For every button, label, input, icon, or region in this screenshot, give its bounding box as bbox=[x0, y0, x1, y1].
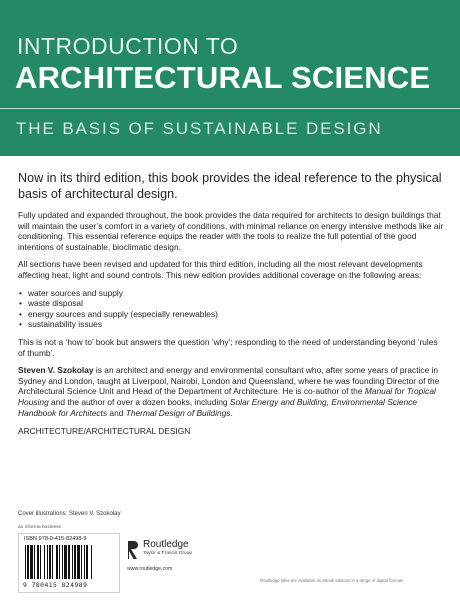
book-title-3: Thermal Design of Buildings bbox=[125, 407, 231, 418]
publisher-website[interactable]: www.routledge.com bbox=[127, 566, 173, 572]
isbn-label: ISBN 978-0-415-82498-9 bbox=[24, 536, 87, 542]
publisher-name: Routledge bbox=[143, 539, 189, 550]
barcode-bar bbox=[84, 545, 85, 579]
list-item-text: waste disposal bbox=[28, 298, 83, 309]
list-item bbox=[18, 319, 446, 330]
title-line-2: ARCHITECTURAL SCIENCE bbox=[15, 60, 431, 95]
author-bio bbox=[18, 365, 446, 418]
subject-category: ARCHITECTURE/ARCHITECTURAL DESIGN bbox=[18, 426, 191, 437]
bullet-icon: • bbox=[19, 298, 22, 309]
cover-header bbox=[0, 0, 460, 156]
publisher-group: Taylor & Francis Group bbox=[143, 551, 193, 556]
barcode-bar bbox=[74, 545, 76, 579]
list-item bbox=[18, 288, 446, 299]
paragraph-3: This is not a ‘how to’ book but answers the question ‘why’; responding to the need of understanding beyond ‘rules of thumb’. bbox=[18, 336, 438, 358]
barcode-icon bbox=[24, 545, 114, 579]
barcode-bar bbox=[68, 545, 70, 579]
coverage-list bbox=[18, 288, 446, 330]
author-bio-text-a: is an architect and energy and environmental consultant who, after some years of practice in Sydney and London, taught at Liverpool, Nairobi, London and Queensland, where he was founding Director of the Architectural Science Unit and Head of the Department of Architecture. He is co-author of the bbox=[18, 365, 440, 397]
bullet-icon: • bbox=[19, 319, 22, 330]
paragraph-1: Fully updated and expanded throughout, the book provides the data required for architects to design buildings that will maintain the user’s comfort in a variety of conditions, with minimal reliance on energy intensive methods like air conditioning. This essential reference equips the reader with the tools to realize the full potential of the good intentions of sustainable, bioclimatic design. bbox=[18, 210, 444, 252]
barcode-bar bbox=[91, 545, 92, 579]
blurb bbox=[18, 170, 446, 437]
barcode-bar bbox=[37, 545, 39, 579]
list-item-text: energy sources and supply (especially renewables) bbox=[28, 308, 218, 319]
author-name: Steven V. Szokolay bbox=[18, 365, 94, 376]
barcode-bar bbox=[81, 545, 82, 579]
barcode-bar bbox=[62, 545, 63, 579]
bullet-icon: • bbox=[19, 287, 22, 298]
list-item-text: sustainability issues bbox=[28, 319, 103, 330]
cover-credit: Cover illustrations: Steven V. Szokolay bbox=[18, 511, 121, 517]
title-line-1: INTRODUCTION TO bbox=[17, 33, 239, 59]
barcode-bar bbox=[86, 545, 88, 579]
barcode-bar bbox=[30, 545, 33, 579]
barcode-bar bbox=[25, 545, 26, 579]
isbn-barcode bbox=[18, 533, 120, 593]
informa-tagline: an informa business bbox=[18, 525, 61, 530]
header-divider bbox=[0, 108, 460, 109]
author-bio-text-c: and bbox=[107, 407, 126, 418]
barcode-bar bbox=[47, 545, 48, 579]
barcode-bar bbox=[27, 545, 29, 579]
barcode-bar bbox=[44, 545, 45, 579]
paragraph-2: All sections have been revised and updated for this third edition, including all the most relevant developments affecting heat, light and sound controls. This new edition provides additional coverage on the following areas: bbox=[18, 259, 423, 280]
barcode-bar bbox=[64, 545, 67, 579]
barcode-bar bbox=[34, 545, 35, 579]
isbn-digits: 9 780415 824989 bbox=[23, 582, 88, 589]
bullet-icon: • bbox=[19, 308, 22, 319]
subtitle: THE BASIS OF SUSTAINABLE DESIGN bbox=[16, 119, 383, 138]
barcode-bar bbox=[49, 545, 51, 579]
list-item bbox=[18, 298, 446, 309]
ebook-note: Routledge titles are available as eBook editions in a range of digital formats bbox=[260, 578, 404, 583]
barcode-bar bbox=[40, 545, 41, 579]
routledge-logo-icon bbox=[126, 539, 140, 561]
barcode-bar bbox=[56, 545, 58, 579]
barcode-bar bbox=[52, 545, 53, 579]
author-bio-text-b: and the author of over a dozen books, including bbox=[48, 396, 230, 407]
book-title-1: Manual for Tropical Housing bbox=[18, 386, 436, 407]
book-title-2: Solar Energy and Building, Environmental Science Handbook for Architects bbox=[18, 396, 418, 418]
lead-paragraph: Now in its third edition, this book provides the ideal reference to the physical basis of architectural design. bbox=[18, 171, 442, 201]
barcode-bar bbox=[59, 545, 60, 579]
author-bio-text-d: . bbox=[230, 407, 233, 418]
list-item bbox=[18, 309, 446, 320]
barcode-bar bbox=[72, 545, 73, 579]
barcode-bar bbox=[77, 545, 80, 579]
list-item-text: water sources and supply bbox=[28, 287, 123, 298]
